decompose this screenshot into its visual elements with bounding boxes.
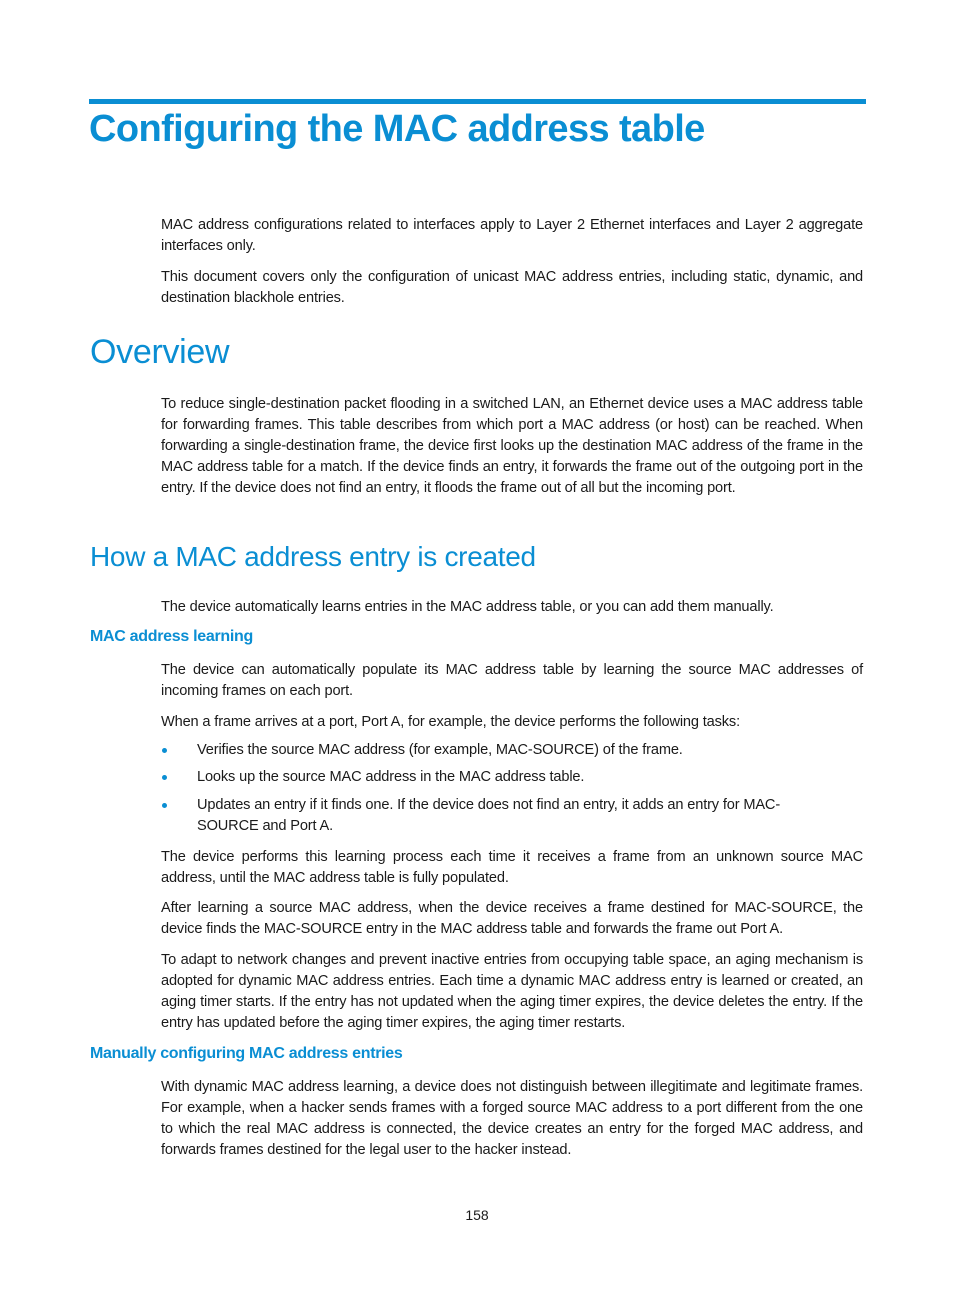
- bullet-dot-icon: [162, 803, 167, 808]
- mac-learning-paragraph-2: When a frame arrives at a port, Port A, for example, the device performs the following tasks:: [161, 714, 740, 730]
- chapter-title: Configuring the MAC address table: [89, 108, 705, 150]
- bullet-text: Verifies the source MAC address (for example, MAC-SOURCE) of the frame.: [197, 742, 683, 758]
- mac-learning-heading: MAC address learning: [90, 628, 253, 645]
- chapter-top-rule: [89, 99, 866, 104]
- page-number: 158: [465, 1207, 489, 1223]
- intro-paragraph-scope: This document covers only the configuration of unicast MAC address entries, including static, dynamic, and destination blackhole entries.: [161, 269, 863, 306]
- overview-heading: Overview: [90, 333, 230, 371]
- bullet-item-verify: [161, 740, 863, 761]
- entry-created-paragraph: The device automatically learns entries in the MAC address table, or you can add them manually.: [161, 599, 774, 615]
- bullet-item-lookup: [161, 767, 863, 788]
- entry-created-heading: How a MAC address entry is created: [90, 541, 536, 572]
- bullet-dot-icon: [162, 775, 167, 780]
- bullet-text: Updates an entry if it finds one. If the device does not find an entry, it adds an entry for MAC-SOURCE and Port A.: [197, 797, 781, 834]
- mac-learning-paragraph-4: After learning a source MAC address, when the device receives a frame destined for MAC-SOURCE, the device finds the MAC-SOURCE entry in the MAC address table and forwards the frame out Port A.: [161, 900, 863, 937]
- mac-learning-paragraph-5: To adapt to network changes and prevent inactive entries from occupying table space, an aging mechanism is adopted for dynamic MAC address entries. Each time a dynamic MAC address entry is learned or created, an aging timer starts. If the entry has not updated when the aging timer expires, the device deletes the entry. If the entry has updated before the aging timer expires, the aging timer restarts.: [161, 952, 863, 1031]
- mac-learning-paragraph-1: The device can automatically populate its MAC address table by learning the source MAC addresses of incoming frames on each port.: [161, 662, 863, 699]
- manual-config-heading: Manually configuring MAC address entries: [90, 1045, 403, 1062]
- bullet-dot-icon: [162, 748, 167, 753]
- overview-paragraph: To reduce single-destination packet flooding in a switched LAN, an Ethernet device uses a MAC address table for forwarding frames. This table describes from which port a MAC address (or host) can be reached. When forwarding a single-destination frame, the device first looks up the destination MAC address of the frame in the MAC address table for a match. If the device finds an entry, it forwards the frame out of the outgoing port in the entry. If the device does not find an entry, it floods the frame out of all but the incoming port.: [161, 396, 863, 496]
- manual-config-paragraph: With dynamic MAC address learning, a device does not distinguish between illegitimate and legitimate frames. For example, when a hacker sends frames with a forged source MAC address to a port different from the one to which the real MAC address is connected, the device creates an entry for the forged MAC address, and forwards frames destined for the legal user to the hacker instead.: [161, 1079, 863, 1158]
- mac-learning-paragraph-3: The device performs this learning process each time it receives a frame from an unknown source MAC address, until the MAC address table is fully populated.: [161, 849, 863, 886]
- intro-paragraph-interfaces: MAC address configurations related to interfaces apply to Layer 2 Ethernet interfaces and Layer 2 aggregate interfaces only.: [161, 217, 863, 254]
- bullet-item-update: [161, 795, 863, 837]
- bullet-text: Looks up the source MAC address in the MAC address table.: [197, 769, 585, 785]
